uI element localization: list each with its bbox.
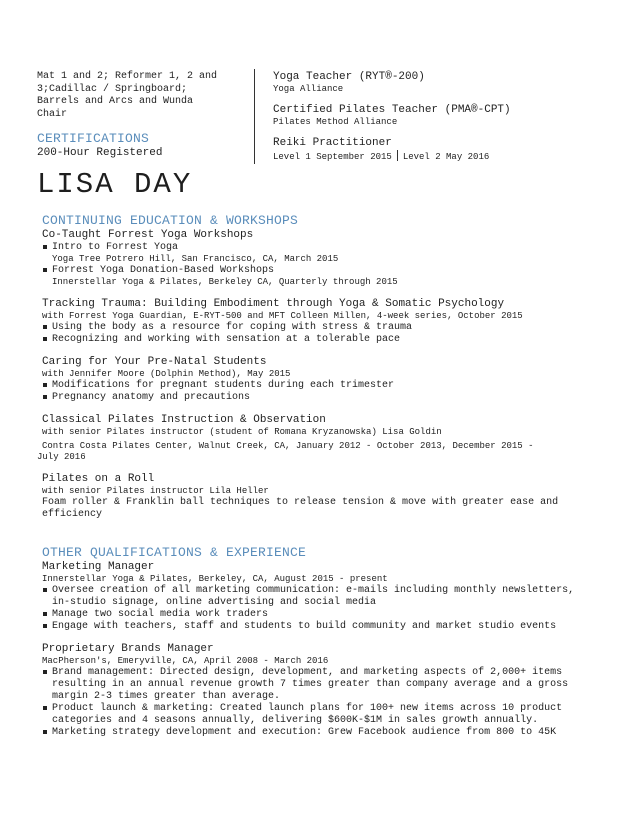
entry-title: Classical Pilates Instruction & Observation <box>42 414 326 426</box>
bullet-list <box>42 322 592 346</box>
bullet-item: Oversee creation of all marketing communication: e-mails including monthly newsletters, in-studio signage, online advertising and social media <box>42 585 592 609</box>
bullet-item: Pregnancy anatomy and precautions <box>42 392 592 404</box>
level-separator <box>397 150 398 161</box>
bullet-item: Brand management: Directed design, development, and marketing aspects of 2,000+ items resulting in an annual revenue growth 7 times greater than company average and a gross margin 2-3 times greater than average. <box>42 667 592 703</box>
entry-subtitle: with Jennifer Moore (Dolphin Method), May 2015 <box>42 369 291 379</box>
experience-heading: OTHER QUALIFICATIONS & EXPERIENCE <box>42 545 307 560</box>
certifications-line: 200-Hour Registered <box>37 147 163 159</box>
entry-title: Tracking Trauma: Building Embodiment through Yoga & Somatic Psychology <box>42 298 505 310</box>
credential-issuer: Pilates Method Alliance <box>273 117 398 127</box>
job-entry <box>42 561 592 633</box>
entry-detail: Contra Costa Pilates Center, Walnut Creek, CA, January 2012 - October 2013, December 2015 - <box>42 441 534 451</box>
bullet-item: Using the body as a resource for coping with stress & trauma <box>42 322 592 334</box>
workshop-entry <box>42 473 592 521</box>
credential-level-1: Level 1 September 2015 <box>273 152 392 162</box>
continuing-education-heading: CONTINUING EDUCATION & WORKSHOPS <box>42 213 299 228</box>
bullet-list <box>42 242 592 254</box>
bullet-item: Marketing strategy development and execution: Grew Facebook audience from 800 to 45K <box>42 727 592 739</box>
credential-level-2: Level 2 May 2016 <box>402 152 490 162</box>
job-title: Marketing Manager <box>42 561 155 573</box>
credential-issuer: Yoga Alliance <box>273 84 344 94</box>
bullet-list <box>42 265 592 277</box>
bullet-item: Product launch & marketing: Created launch plans for 100+ new items across 10 product categories and 4 seasons annually, delivering $600K-$1M in sales growth annually. <box>42 703 592 727</box>
credential-title: Certified Pilates Teacher (PMA®-CPT) <box>273 104 511 116</box>
bullet-subtext: Innerstellar Yoga & Pilates, Berkeley CA, Quarterly through 2015 <box>52 277 398 287</box>
entry-subtitle: with senior Pilates instructor Lila Heller <box>42 486 269 496</box>
bullet-list <box>42 380 592 404</box>
bullet-list <box>42 667 592 739</box>
workshop-entry <box>42 356 592 404</box>
equipment-list: Mat 1 and 2; Reformer 1, 2 and 3;Cadillac / Springboard; Barrels and Arcs and Wunda Chair <box>37 71 218 120</box>
bullet-item: Recognizing and working with sensation at a tolerable pace <box>42 334 592 346</box>
bullet-item: Intro to Forrest Yoga <box>42 242 592 254</box>
main-content <box>37 213 592 739</box>
certifications-heading: CERTIFICATIONS <box>37 131 150 146</box>
credential-levels <box>273 150 593 163</box>
bullet-item: Engage with teachers, staff and students to build community and market studio events <box>42 621 592 633</box>
entry-title: Caring for Your Pre-Natal Students <box>42 356 267 368</box>
credential-title: Yoga Teacher (RYT®-200) <box>273 71 425 83</box>
workshop-entry <box>42 298 592 346</box>
bullet-item: Modifications for pregnant students during each trimester <box>42 380 592 392</box>
vertical-divider <box>254 69 255 164</box>
entry-title: Pilates on a Roll <box>42 473 155 485</box>
resume-name: LISA DAY <box>37 168 193 201</box>
workshop-entry <box>37 414 592 463</box>
entry-subtitle: with senior Pilates instructor (student of Romana Kryzanowska) Lisa Goldin <box>42 427 442 437</box>
bullet-item: Manage two social media work traders <box>42 609 592 621</box>
bullet-item: Forrest Yoga Donation-Based Workshops <box>42 265 592 277</box>
bullet-list <box>42 585 592 633</box>
bullet-subtext: Yoga Tree Potrero Hill, San Francisco, CA, March 2015 <box>52 254 339 264</box>
workshop-entry <box>42 229 592 288</box>
entry-detail-wrap: July 2016 <box>37 452 86 462</box>
credentials-block <box>273 71 593 172</box>
job-title: Proprietary Brands Manager <box>42 643 214 655</box>
entry-subtitle: with Forrest Yoga Guardian, E-RYT-500 and MFT Colleen Millen, 4-week series, October 2015 <box>42 311 523 321</box>
credential-title: Reiki Practitioner <box>273 137 392 149</box>
entry-title: Co-Taught Forrest Yoga Workshops <box>42 229 254 241</box>
entry-detail: Foam roller & Franklin ball techniques to release tension & move with greater ease and efficiency <box>42 497 559 520</box>
top-left-block <box>37 71 237 160</box>
job-employer: MacPherson's, Emeryville, CA, April 2008 - March 2016 <box>42 656 329 666</box>
job-employer: Innerstellar Yoga & Pilates, Berkeley, CA, August 2015 - present <box>42 574 388 584</box>
job-entry <box>42 643 592 739</box>
